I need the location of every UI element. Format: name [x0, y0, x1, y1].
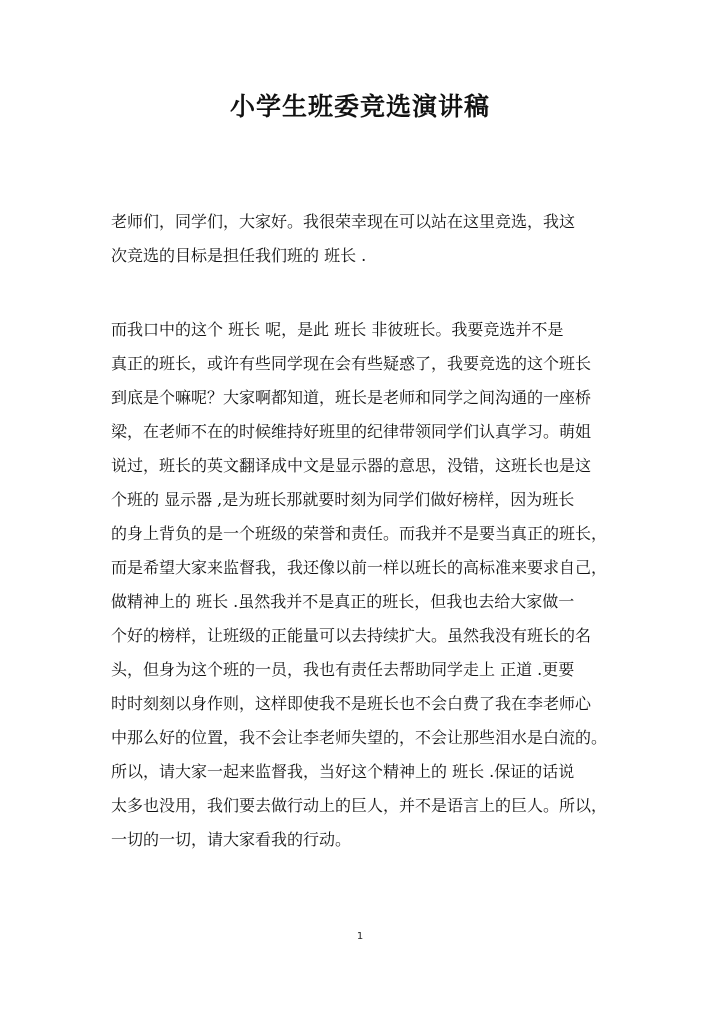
- paragraph-line: 而我口中的这个 班长 呢，是此 班长 非彼班长。我要竞选并不是: [111, 320, 564, 339]
- paragraph-line: 做精神上的 班长 .虽然我并不是真正的班长，但我也去给大家做一: [111, 592, 575, 611]
- paragraph-line: 真正的班长，或许有些同学现在会有些疑惑了，我要竞选的这个班长: [111, 354, 592, 373]
- paragraph-line: 中那么好的位置，我不会让李老师失望的，不会让那些泪水是白流的。: [111, 728, 608, 747]
- paragraph-line: 而是希望大家来监督我，我还像以前一样以班长的高标准来要求自己，: [111, 558, 608, 577]
- paragraph-line: 个班的 显示器 ,是为班长那就要时刻为同学们做好榜样，因为班长: [111, 490, 575, 509]
- paragraph-line: 说过，班长的英文翻译成中文是显示器的意思，没错，这班长也是这: [111, 456, 592, 475]
- paragraph-line: 所以，请大家一起来监督我，当好这个精神上的 班长 .保证的话说: [111, 762, 575, 781]
- page-number: 1: [356, 931, 364, 942]
- paragraph-line: 一切的一切，请大家看我的行动。: [111, 830, 352, 849]
- paragraph-line: 头，但身为这个班的一员，我也有责任去帮助同学走上 正道 .更要: [111, 660, 575, 679]
- paragraph-line: 老师们，同学们，大家好。我很荣幸现在可以站在这里竞选，我这: [111, 212, 576, 231]
- paragraph-2: [111, 313, 623, 857]
- paragraph-line: 个好的榜样，让班级的正能量可以去持续扩大。虽然我没有班长的名: [111, 626, 592, 645]
- document-title: 小学生班委竞选演讲稿: [229, 92, 490, 121]
- paragraph-line: 太多也没用，我们要去做行动上的巨人，并不是语言上的巨人。所以，: [111, 796, 608, 815]
- paragraph-line: 的身上背负的是一个班级的荣誉和责任。而我并不是要当真正的班长，: [111, 524, 608, 543]
- paragraph-line: 梁，在老师不在的时候维持好班里的纪律带领同学们认真学习。萌姐: [111, 422, 592, 441]
- paragraph-line: 到底是个嘛呢？大家啊都知道，班长是老师和同学之间沟通的一座桥: [111, 388, 592, 407]
- paragraph-line: 次竞选的目标是担任我们班的 班长 .: [111, 246, 367, 265]
- paragraph-1: [111, 205, 623, 273]
- paragraph-line: 时时刻刻以身作则，这样即使我不是班长也不会白费了我在李老师心: [111, 694, 592, 713]
